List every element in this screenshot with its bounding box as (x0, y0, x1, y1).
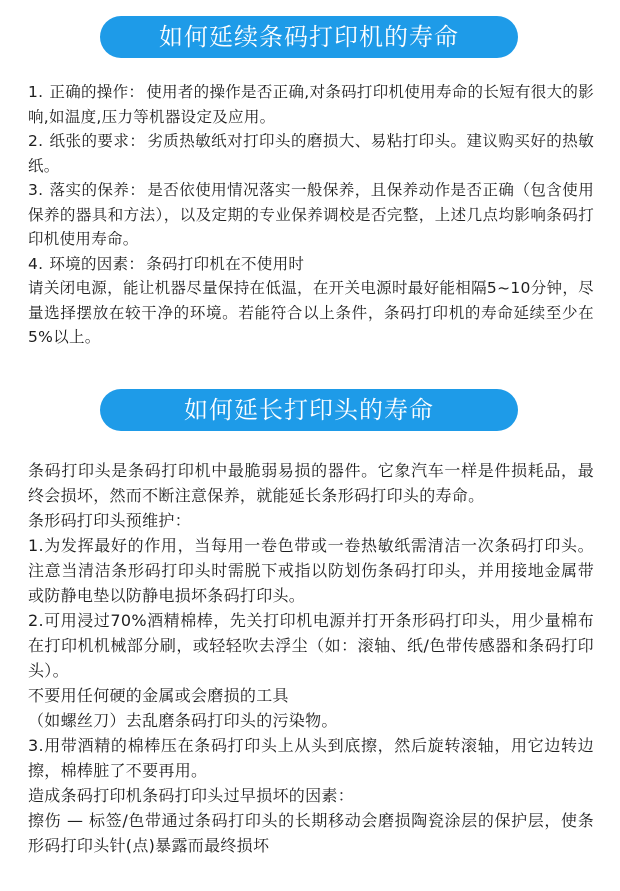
item-number: 1. (28, 83, 44, 101)
paragraph: 造成条码打印机条码打印头过早损坏的因素： (28, 786, 355, 805)
paragraph: 条码打印头是条码打印机中最脆弱易损的器件。它象汽车一样是件损耗品，最终会损坏，然而不断注意保养，就能延长条形码打印头的寿命。 (28, 461, 594, 505)
section-title-banner: 如何延续条码打印机的寿命 (100, 16, 518, 58)
item-title: 落实的保养： (49, 181, 146, 199)
item-text: 条码打印机在不使用时 (146, 254, 305, 273)
paragraph: 请关闭电源，能让机器尽量保持在低温，在开关电源时最好能相隔5~10分钟，尽量选择摆放在较干净的环境。若能符合以上条件，条码打印机的寿命延续至少在5%以上。 (28, 279, 594, 346)
item-number: 2. (28, 132, 44, 150)
item-text: 是否依使用情况落实一般保养，且保养动作是否正确（包含使用保养的器具和方法），以及定期的专业保养调校是否完整，上述几点均影响条码打印机使用寿命。 (28, 181, 594, 248)
item-title: 环境的因素： (49, 254, 145, 273)
item-number: 4. (28, 254, 44, 273)
item-title: 纸张的要求： (49, 132, 146, 150)
paragraph: 1.为发挥最好的作用，当每用一卷色带或一卷热敏纸需清洁一次条码打印头。注意当清洁条形码打印头时需脱下戒指以防划伤条码打印头，并用接地金属带或防静电垫以防静电损坏条码打印头。 (28, 536, 594, 605)
section-title-banner: 如何延长打印头的寿命 (100, 389, 518, 431)
item-text: 使用者的操作是否正确,对条码打印机使用寿命的长短有很大的影响,如温度,压力等机器设定及应用。 (28, 83, 594, 126)
item-title: 正确的操作： (49, 83, 145, 101)
paragraph: 3.用带酒精的棉棒压在条码打印头上从头到底擦，然后旋转滚轴，用它边转边擦，棉棒脏了不要再用。 (28, 736, 594, 780)
paragraph: （如螺丝刀）去乱磨条码打印头的污染物。 (28, 711, 338, 730)
paragraph: 擦伤 — 标签/色带通过条码打印头的长期移动会磨损陶瓷涂层的保护层，使条形码打印头针(点)暴露而最终损坏 (28, 811, 594, 855)
printer-lifespan-section (28, 80, 594, 350)
printhead-lifespan-section (28, 458, 594, 858)
paragraph: 不要用任何硬的金属或会磨损的工具 (28, 686, 289, 705)
list-item (28, 252, 594, 277)
item-number: 3. (28, 181, 44, 199)
item-text: 劣质热敏纸对打印头的磨损大、易粘打印头。建议购买好的热敏纸。 (28, 132, 594, 175)
paragraph: 条形码打印头预维护： (28, 511, 192, 530)
list-item (28, 178, 594, 252)
list-item (28, 129, 594, 178)
list-item (28, 80, 594, 129)
paragraph: 2.可用浸过70%酒精棉棒，先关打印机电源并打开条形码打印头，用少量棉布在打印机机械部分刷，或轻轻吹去浮尘（如：滚轴、纸/色带传感器和条码打印头）。 (28, 611, 594, 680)
